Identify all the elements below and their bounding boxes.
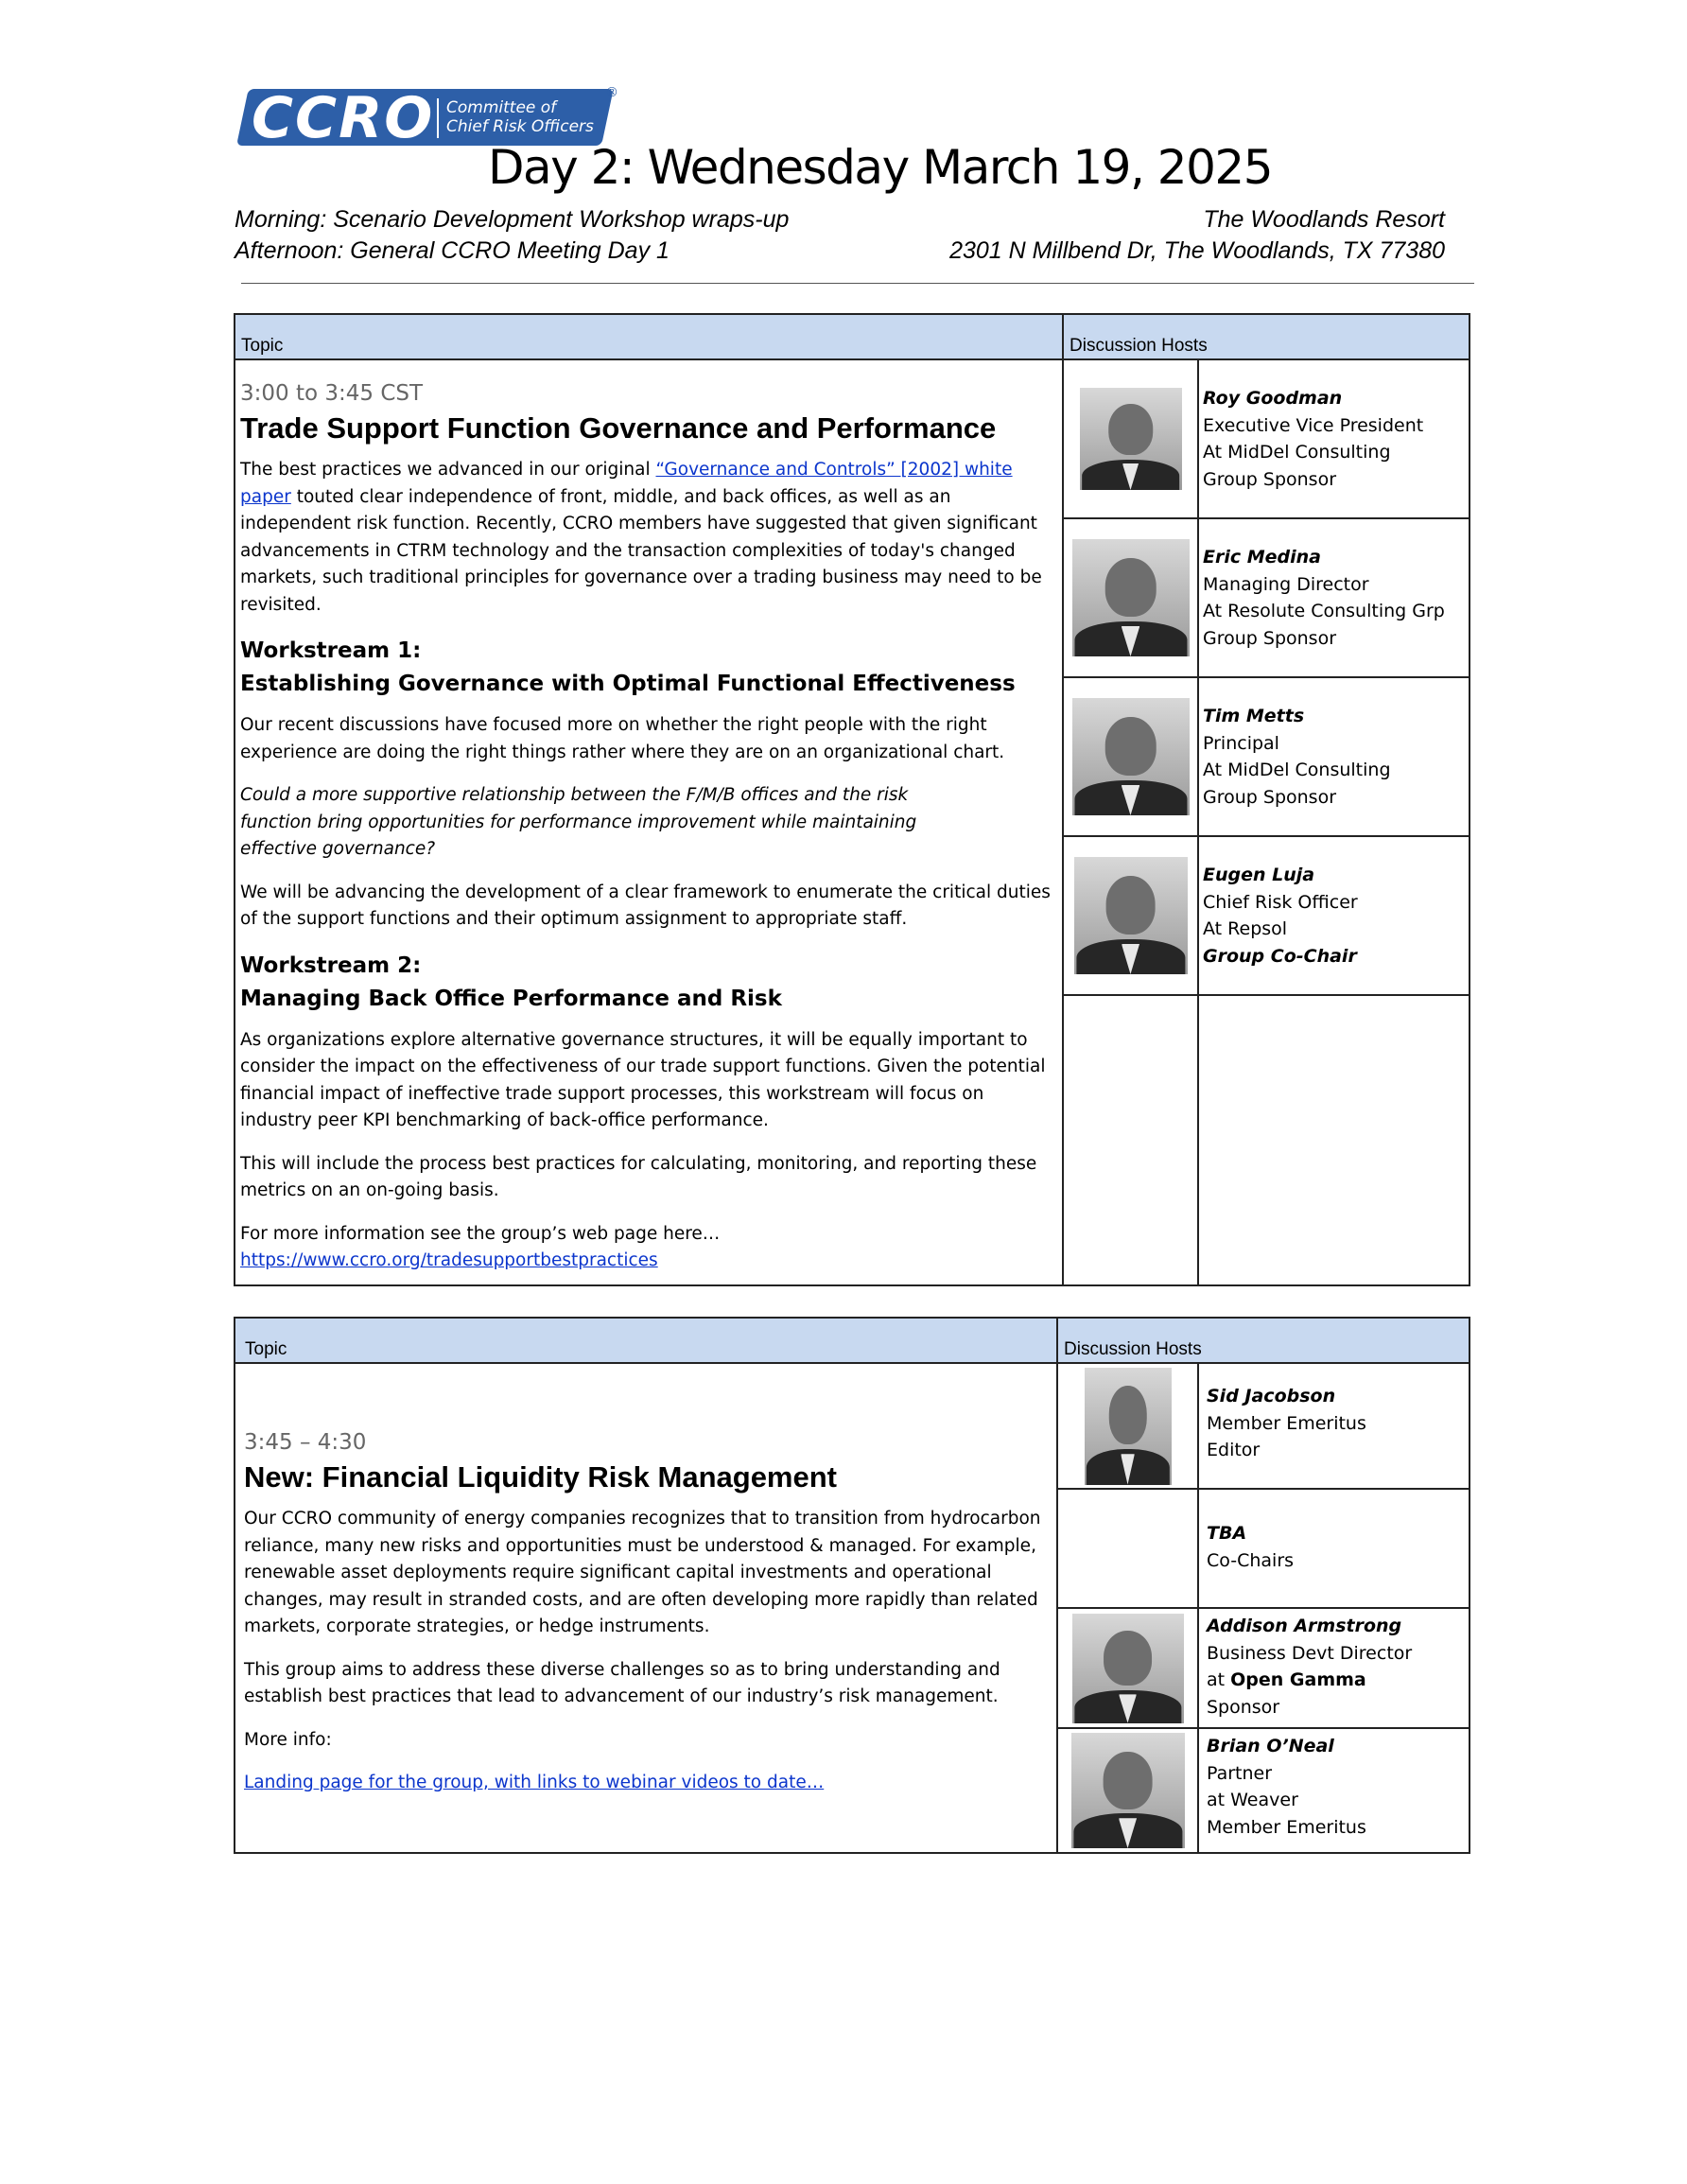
registered-mark: ® — [605, 85, 618, 100]
liquidity-paragraph-1: Our CCRO community of energy companies recognizes that to transition from hydrocarbon reliance, many new risks and opportunities must be understood & managed. For example, renewable asset deployments require significant capital investments and operational changes, may result in stranded costs, and are often developing more rapidly than related markets, corporate strategies, or hedge instruments. — [244, 1509, 1041, 1636]
host-name: Sid Jacobson — [1207, 1386, 1336, 1406]
host-role: Sponsor — [1207, 1696, 1280, 1718]
landing-page — [244, 1770, 1052, 1797]
page-title: Day 2: Wednesday March 19, 2025 — [488, 140, 1273, 195]
workstream-2-metrics: This will include the process best practices for calculating, monitoring, and reporting these metrics on an on-going basis. — [240, 1153, 1037, 1200]
avatar — [1074, 857, 1188, 974]
hosts-header: Discussion Hosts — [1057, 1318, 1470, 1363]
host-photo-cell — [1057, 1608, 1198, 1728]
host-name: Addison Armstrong — [1207, 1616, 1402, 1636]
table-row — [235, 1363, 1470, 1489]
host-role: Editor — [1207, 1440, 1261, 1460]
empty-photo-cell — [1063, 995, 1198, 1285]
host-title: Chief Risk Officer — [1203, 891, 1358, 913]
host-name: Tim Metts — [1203, 706, 1305, 726]
workstream-1-paragraph: Our recent discussions have focused more on whether the right people with the right experience are doing the right things rather where they are on an organizational chart. — [240, 715, 1005, 762]
session-title: New: Financial Liquidity Risk Management — [244, 1460, 837, 1494]
host-info — [1198, 1608, 1470, 1728]
workstream-1-framework: We will be advancing the development of a clear framework to enumerate the critical duties of the support functions and their optimum assignment to appropriate staff. — [240, 882, 1051, 929]
landing-page-link[interactable]: Landing page for the group, with links to webinar videos to date… — [244, 1773, 825, 1792]
more-info: For more information see the group’s web page here… https://www.ccro.org/tradesupportbestpractices — [240, 1223, 721, 1270]
table-header — [235, 1318, 1470, 1363]
host-photo-cell — [1063, 518, 1198, 677]
host-info — [1198, 518, 1470, 677]
ccro-logo — [236, 85, 618, 151]
host-role: Group Sponsor — [1203, 786, 1337, 808]
host-role: Co-Chairs — [1207, 1549, 1295, 1571]
host-title: Principal — [1203, 732, 1279, 754]
white-paper-link[interactable]: “Governance and Controls” [2002] white paper — [240, 460, 1013, 507]
host-company: At Repsol — [1203, 918, 1288, 939]
morning-line: Morning: Scenario Development Workshop wraps-up — [235, 206, 790, 233]
workstream-2-paragraph: As organizations explore alternative governance structures, it will be equally important to consider the impact on the effectiveness of our trade support functions. Given the potential financial impact of ineffective trade support processes, this workstream will focus on industry peer KPI benchmarking of back-office performance. — [240, 1029, 1046, 1130]
host-photo-cell — [1057, 1363, 1198, 1489]
host-company: at Open Gamma — [1207, 1669, 1366, 1690]
workstream-1-question: Could a more supportive relationship between the F/M/B offices and the risk function bring opportunities for performance improvement while maintaining effective governance? — [240, 785, 917, 859]
agenda-table-liquidity-risk — [234, 1317, 1470, 1854]
host-role: Group Sponsor — [1203, 627, 1337, 649]
avatar — [1072, 1614, 1184, 1723]
agenda-table-trade-support — [234, 313, 1470, 1286]
empty-host-cell — [1198, 995, 1470, 1285]
host-photo-cell — [1063, 359, 1198, 518]
host-info — [1198, 677, 1470, 836]
avatar — [1071, 1733, 1185, 1848]
host-role: Member Emeritus — [1207, 1816, 1366, 1838]
more-info-label: More info: — [244, 1729, 332, 1750]
host-info — [1198, 1489, 1470, 1608]
host-company: at Weaver — [1207, 1790, 1298, 1810]
host-info — [1198, 1728, 1470, 1853]
workstream-2-heading: Workstream 2: Managing Back Office Performance and Risk — [240, 952, 782, 1011]
venue-name: The Woodlands Resort — [1203, 206, 1445, 233]
host-name: Roy Goodman — [1203, 388, 1343, 409]
host-company: At Resolute Consulting Grp — [1203, 601, 1445, 621]
host-photo-cell — [1063, 677, 1198, 836]
host-info — [1198, 1363, 1470, 1489]
session-info — [235, 204, 789, 267]
session-time: 3:45 – 4:30 — [244, 1430, 367, 1455]
host-title: Partner — [1207, 1762, 1273, 1784]
liquidity-paragraph-2: This group aims to address these diverse challenges so as to bring understanding and establish best practices that lead to advancement of our industry’s risk management. — [244, 1659, 1000, 1706]
host-company: At MidDel Consulting — [1203, 442, 1391, 463]
table-header — [235, 314, 1470, 359]
avatar — [1072, 539, 1190, 656]
avatar — [1080, 388, 1182, 490]
host-title: Business Devt Director — [1207, 1642, 1413, 1664]
avatar — [1072, 698, 1190, 815]
topic-header: Topic — [235, 314, 1063, 359]
logo-line-2: Chief Risk Officers — [446, 117, 594, 136]
topic-header: Topic — [235, 1318, 1057, 1363]
host-photo-cell — [1057, 1728, 1198, 1853]
host-role: Group Sponsor — [1203, 468, 1337, 490]
host-info — [1198, 836, 1470, 995]
workstream-1-heading: Workstream 1: Establishing Governance with Optimal Functional Effectiveness — [240, 638, 1016, 696]
session-time: 3:00 to 3:45 CST — [240, 381, 424, 406]
table-row — [235, 359, 1470, 518]
host-company: At MidDel Consulting — [1203, 760, 1391, 780]
logo-wordmark: CCRO — [252, 85, 435, 151]
hosts-header: Discussion Hosts — [1063, 314, 1470, 359]
logo-subtitle — [437, 98, 607, 138]
host-photo-cell — [1063, 836, 1198, 995]
host-role: Group Co-Chair — [1203, 945, 1357, 967]
topic-cell — [235, 1363, 1057, 1853]
host-title: Managing Director — [1203, 573, 1369, 595]
trade-support-url-link[interactable]: https://www.ccro.org/tradesupportbestpractices — [240, 1250, 658, 1270]
host-title: Executive Vice President — [1203, 414, 1424, 436]
venue-address: 2301 N Millbend Dr, The Woodlands, TX 77380 — [949, 237, 1445, 264]
avatar — [1085, 1368, 1172, 1485]
host-name: TBA — [1207, 1523, 1247, 1544]
host-name: Brian O’Neal — [1207, 1736, 1334, 1756]
host-title: Member Emeritus — [1207, 1412, 1366, 1434]
session-title: Trade Support Function Governance and Performance — [240, 411, 997, 445]
venue-info — [949, 204, 1445, 267]
logo-line-1: Committee of — [446, 98, 557, 117]
header-divider — [241, 283, 1474, 284]
intro-paragraph: The best practices we advanced in our original “Governance and Controls” [2002] white paper touted clear independence of front, middle, and back offices, as well as an independent risk function. Recently, CCRO members have suggested that given significant advancements in CTRM technology and the transaction complexities of today's changed markets, such traditional principles for governance over a trading business may need to be revisited. — [240, 460, 1042, 615]
topic-cell — [235, 359, 1063, 1285]
empty-photo-cell — [1057, 1489, 1198, 1608]
host-name: Eugen Luja — [1203, 865, 1315, 885]
host-info — [1198, 359, 1470, 518]
afternoon-line: Afternoon: General CCRO Meeting Day 1 — [235, 237, 670, 264]
host-name: Eric Medina — [1203, 547, 1321, 568]
